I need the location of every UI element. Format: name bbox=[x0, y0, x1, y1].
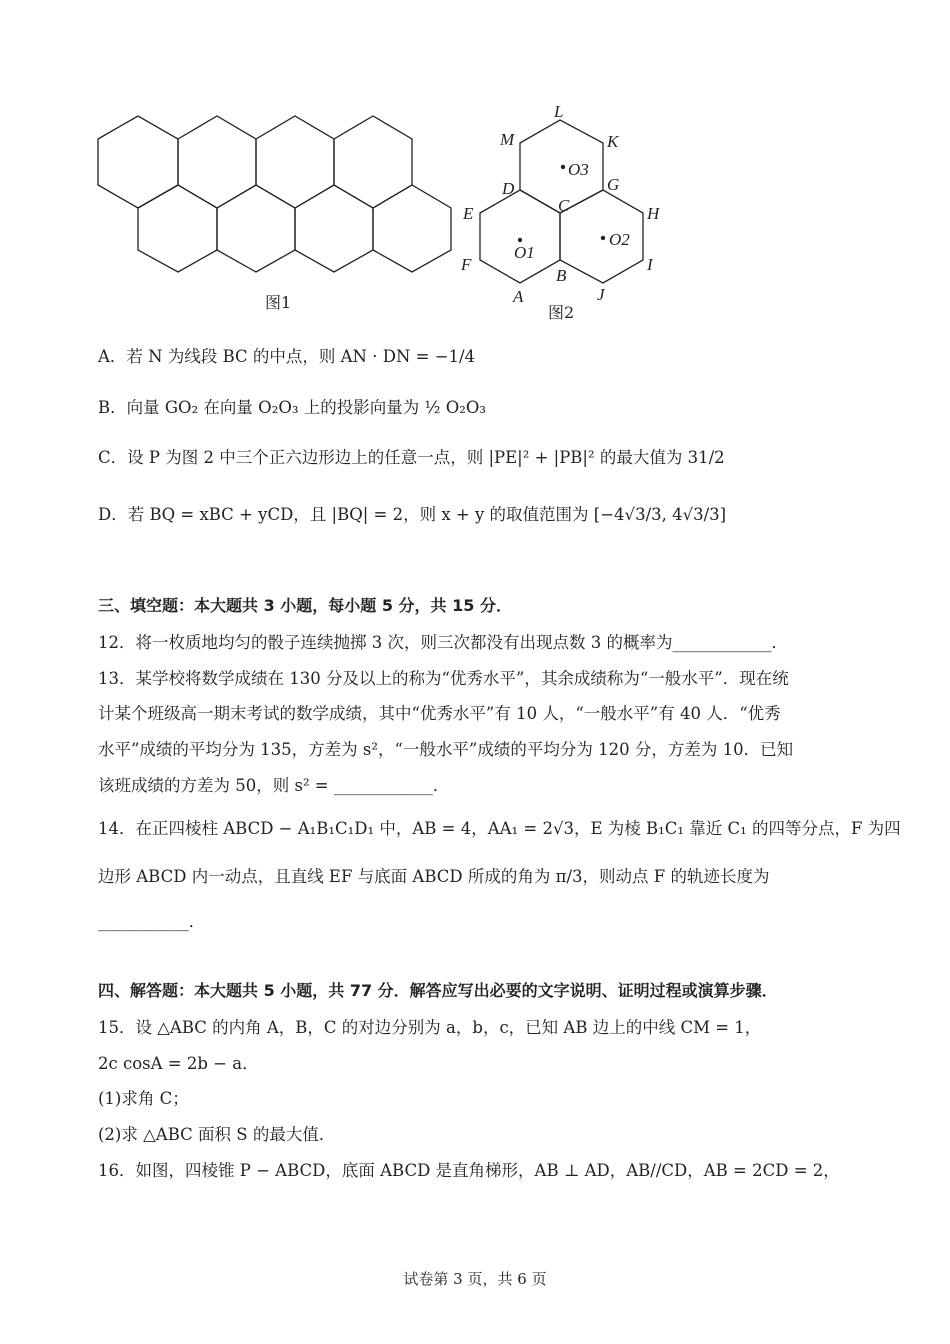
hexagon bbox=[138, 185, 217, 272]
hexagon-o1 bbox=[480, 190, 560, 283]
vertex-label-c: C bbox=[558, 196, 570, 215]
question-15-part-2: (2)求 △ABC 面积 S 的最大值． bbox=[98, 1125, 336, 1144]
question-13-line-3: 水平”成绩的平均分为 135，方差为 s²，“一般水平”成绩的平均分为 120 分，方差为 10．已知 bbox=[98, 740, 794, 759]
hexagon bbox=[295, 185, 373, 272]
vertex-label-e: E bbox=[463, 204, 474, 223]
vertex-label-k: K bbox=[607, 132, 619, 151]
section-3-heading: 三、填空题：本大题共 3 小题，每小题 5 分，共 15 分． bbox=[98, 596, 512, 615]
question-14-line-1: 14．在正四棱柱 ABCD − A₁B₁C₁D₁ 中，AB = 4，AA₁ = 2√3，E 为棱 B₁C₁ 靠近 C₁ 的四等分点，F 为四 bbox=[98, 819, 901, 838]
question-12: 12．将一枚质地均匀的骰子连续抛掷 3 次，则三次都没有出现点数 3 的概率为____________． bbox=[98, 633, 788, 652]
vertex-label-i: I bbox=[647, 255, 653, 274]
figure-1-caption: 图1 bbox=[265, 293, 292, 312]
hexagon bbox=[217, 185, 295, 272]
option-a: A．若 N 为线段 BC 的中点，则 AN · DN = −1/4 bbox=[98, 347, 476, 366]
center-o2-dot bbox=[601, 236, 605, 240]
vertex-label-f: F bbox=[461, 255, 472, 274]
question-15-line-1: 15．设 △ABC 的内角 A，B，C 的对边分别为 a，b，c，已知 AB 边上的中线 CM = 1， bbox=[98, 1018, 762, 1037]
question-16: 16．如图，四棱锥 P − ABCD，底面 ABCD 是直角梯形，AB ⊥ AD，AB//CD，AB = 2CD = 2， bbox=[98, 1161, 840, 1180]
question-15-line-2: 2c cosA = 2b − a． bbox=[98, 1054, 259, 1073]
hexagon bbox=[256, 116, 334, 208]
figure-2-three-hexagons bbox=[455, 95, 685, 315]
center-label-o3: O3 bbox=[568, 160, 589, 179]
hexagon bbox=[178, 116, 256, 208]
hexagon bbox=[334, 116, 412, 208]
vertex-label-h: H bbox=[647, 204, 660, 223]
figure-2-caption: 图2 bbox=[548, 303, 575, 322]
option-b: B．向量 GO₂ 在向量 O₂O₃ 上的投影向量为 ½ O₂O₃ bbox=[98, 398, 486, 417]
question-13-line-1: 13．某学校将数学成绩在 130 分及以上的称为“优秀水平”，其余成绩称为“一般水平”．现在统 bbox=[98, 669, 789, 688]
hexagon bbox=[98, 116, 178, 208]
vertex-label-m: M bbox=[500, 130, 515, 149]
center-label-o1: O1 bbox=[514, 243, 535, 262]
question-14-line-2: 边形 ABCD 内一动点，且直线 EF 与底面 ABCD 所成的角为 π/3，则动点 F 的轨迹长度为 bbox=[98, 867, 770, 886]
option-c: C．设 P 为图 2 中三个正六边形边上的任意一点，则 |PE|² + |PB|² 的最大值为 31/2 bbox=[98, 448, 725, 467]
question-13-line-4: 该班成绩的方差为 50，则 s² = ____________． bbox=[98, 776, 450, 795]
question-13-line-2: 计某个班级高一期末考试的数学成绩，其中“优秀水平”有 10 人，“一般水平”有 40 人．“优秀 bbox=[98, 704, 781, 723]
section-4-heading: 四、解答题：本大题共 5 小题，共 77 分．解答应写出必要的文字说明、证明过程或演算步骤． bbox=[98, 981, 778, 1000]
page-footer: 试卷第 3 页，共 6 页 bbox=[403, 1270, 547, 1288]
vertex-label-l: L bbox=[554, 102, 564, 121]
center-o3-dot bbox=[561, 165, 565, 169]
vertex-label-a: A bbox=[513, 287, 524, 306]
option-d: D．若 BQ = xBC + yCD，且 |BQ| = 2，则 x + y 的取值范围为 [−4√3/3, 4√3/3] bbox=[98, 505, 727, 524]
center-o1-dot bbox=[518, 238, 522, 242]
hexagon bbox=[373, 185, 451, 272]
vertex-label-b: B bbox=[556, 266, 567, 285]
vertex-label-d: D bbox=[502, 179, 515, 198]
vertex-label-g: G bbox=[607, 175, 620, 194]
question-14-line-3: ___________． bbox=[98, 912, 206, 931]
vertex-label-j: J bbox=[597, 285, 605, 304]
center-label-o2: O2 bbox=[609, 230, 630, 249]
figure-1-hexagon-grid bbox=[90, 105, 460, 280]
question-15-part-1: (1)求角 C； bbox=[98, 1089, 189, 1108]
